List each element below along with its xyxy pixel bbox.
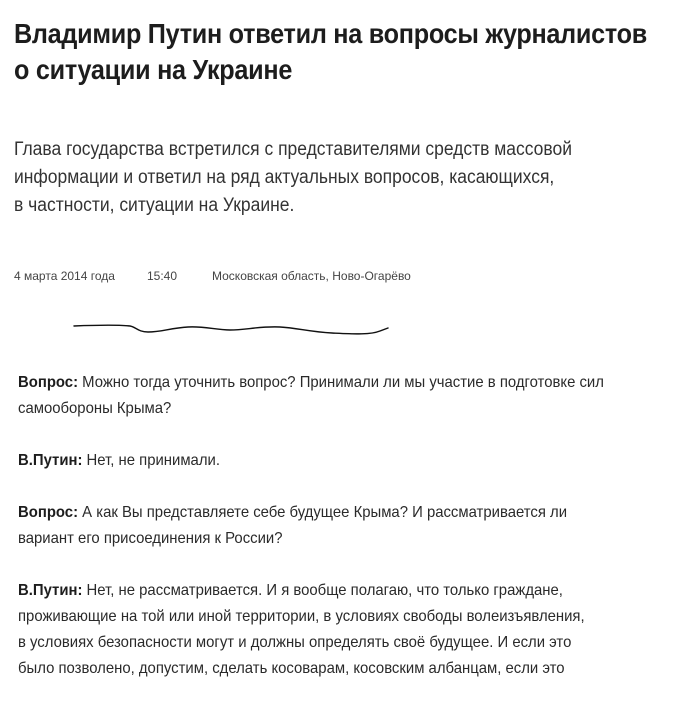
- transcript-line: [18, 448, 669, 474]
- transcript: [18, 370, 678, 708]
- lead-line-2: информации и ответил на ряд актуальных вопросов, касающихся,: [14, 167, 555, 188]
- article-date: 4 марта 2014 года: [14, 269, 115, 283]
- transcript-line: [18, 370, 669, 396]
- transcript-text: Нет, не принимали.: [86, 452, 220, 469]
- article-lead: [14, 136, 640, 220]
- transcript-line: [18, 500, 669, 526]
- transcript-line: было позволено, допустим, сделать косоварам, косовским албанцам, если это: [18, 660, 565, 677]
- article-time: 15:40: [147, 269, 178, 283]
- handwritten-scribble: [70, 318, 400, 346]
- transcript-text: Можно тогда уточнить вопрос? Принимали ли мы участие в подготовке сил: [82, 374, 604, 391]
- transcript-entry-question-2: [18, 500, 669, 552]
- article-place: Московская область, Ново-Огарёво: [212, 269, 411, 283]
- transcript-entry-question-1: [18, 370, 669, 422]
- transcript-entry-answer-2: [18, 578, 669, 682]
- transcript-line: в условиях безопасности могут и должны определять своё будущее. И если это: [18, 634, 572, 651]
- lead-line-1: Глава государства встретился с представителями средств массовой: [14, 139, 572, 160]
- speaker-label: В.Путин:: [18, 582, 83, 599]
- title-line-1: Владимир Путин ответил на вопросы журналистов: [14, 18, 647, 49]
- transcript-entry-answer-1: [18, 448, 669, 474]
- lead-line-3: в частности, ситуации на Украине.: [14, 195, 295, 216]
- transcript-line: [18, 578, 669, 604]
- speaker-label: В.Путин:: [18, 452, 83, 469]
- title-line-2: о ситуации на Украине: [14, 54, 293, 85]
- speaker-label: Вопрос:: [18, 504, 79, 521]
- transcript-line: вариант его присоединения к России?: [18, 530, 283, 547]
- transcript-text: А как Вы представляете себе будущее Крыма? И рассматривается ли: [82, 504, 568, 521]
- transcript-line: проживающие на той или иной территории, в условиях свободы волеизъявления,: [18, 608, 585, 625]
- speaker-label: Вопрос:: [18, 374, 79, 391]
- transcript-text: Нет, не рассматривается. И я вообще полагаю, что только граждане,: [86, 582, 563, 599]
- page-title: [14, 16, 680, 88]
- transcript-line: самообороны Крыма?: [18, 400, 172, 417]
